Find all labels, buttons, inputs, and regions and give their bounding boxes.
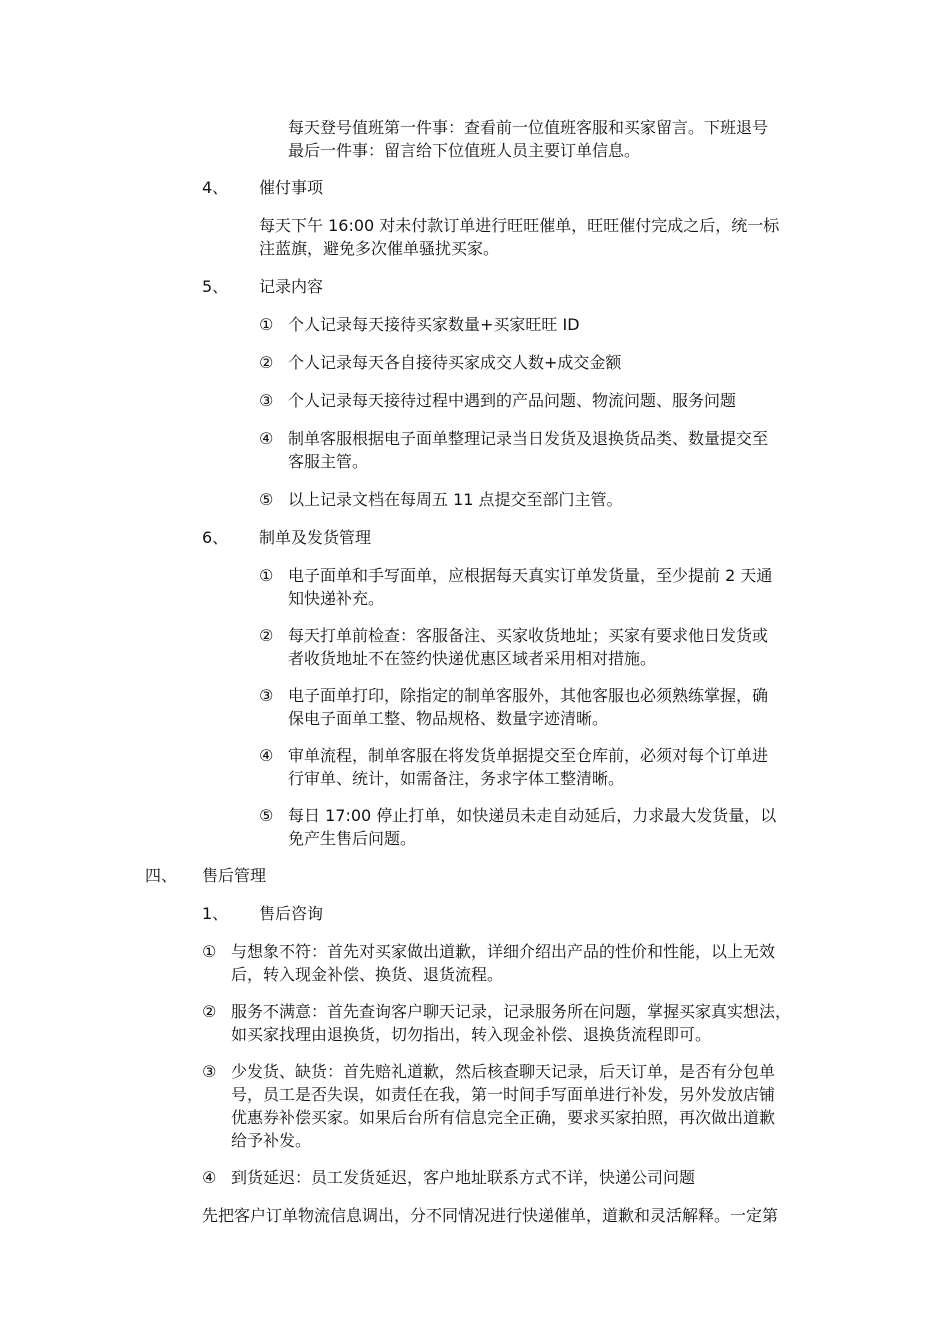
section-6-title: 制单及发货管理 [259, 528, 372, 547]
list-item: 电子面单打印，除指定的制单客服外，其他客服也必须熟练掌握，确 [288, 686, 769, 705]
list-item: 与想象不符：首先对买家做出道歉，详细介绍出产品的性价和性能，以上无效 [231, 942, 776, 961]
list-marker: ① [202, 942, 217, 961]
list-marker: ④ [259, 429, 274, 448]
list-marker: ⑤ [259, 490, 274, 509]
list-item: 制单客服根据电子面单整理记录当日发货及退换货品类、数量提交至 [288, 429, 769, 448]
list-item-continuation: 客服主管。 [288, 452, 369, 471]
subsection-1-number: 1、 [202, 904, 229, 923]
list-item-continuation: 免产生售后问题。 [288, 829, 417, 848]
section-4-title: 催付事项 [259, 178, 324, 197]
list-item: 每日 17:00 停止打单，如快递员未走自动延后，力求最大发货量，以 [288, 806, 777, 825]
list-marker: ② [202, 1002, 217, 1021]
list-marker: ③ [259, 686, 274, 705]
subsection-1-title: 售后咨询 [259, 904, 324, 923]
list-marker: ④ [259, 746, 274, 765]
list-marker: ③ [202, 1062, 217, 1081]
list-item-continuation: 行审单、统计，如需备注，务求字体工整清晰。 [288, 769, 625, 788]
list-item: 以上记录文档在每周五 11 点提交至部门主管。 [288, 490, 623, 509]
list-marker: ② [259, 626, 274, 645]
list-item-continuation: 号，员工是否失误，如责任在我，第一时间手写面单进行补发，另外发放店铺 [231, 1085, 776, 1104]
section-5-title: 记录内容 [259, 277, 324, 296]
list-item: 每天打单前检查：客服备注、买家收货地址；买家有要求他日发货或 [288, 626, 769, 645]
list-marker: ① [259, 315, 274, 334]
list-marker: ① [259, 566, 274, 585]
section-6-number: 6、 [202, 528, 229, 547]
section-4-number: 4、 [202, 178, 229, 197]
section-5-number: 5、 [202, 277, 229, 296]
list-item-continuation: 如买家找理由退换货，切勿指出，转入现金补偿、退换货流程即可。 [231, 1025, 712, 1044]
list-item-continuation: 后，转入现金补偿、换货、退货流程。 [231, 965, 504, 984]
intro-line-2: 最后一件事：留言给下位值班人员主要订单信息。 [288, 141, 641, 160]
list-marker: ③ [259, 391, 274, 410]
list-item: 个人记录每天接待过程中遇到的产品问题、物流问题、服务问题 [288, 391, 737, 410]
chapter-4-title: 售后管理 [202, 866, 267, 885]
list-item-continuation: 保电子面单工整、物品规格、数量字迹清晰。 [288, 709, 609, 728]
list-item: 服务不满意：首先查询客户聊天记录，记录服务所在问题，掌握买家真实想法， [231, 1002, 792, 1021]
list-item: 到货延迟：员工发货延迟，客户地址联系方式不详，快递公司问题 [231, 1168, 696, 1187]
closing-paragraph: 先把客户订单物流信息调出，分不同情况进行快递催单，道歉和灵活解释。一定第 [202, 1206, 779, 1225]
section-4-body-line-2: 注蓝旗，避免多次催单骚扰买家。 [259, 239, 500, 258]
list-item: 个人记录每天各自接待买家成交人数+成交金额 [288, 353, 622, 372]
list-item-continuation: 知快递补充。 [288, 589, 385, 608]
list-marker: ② [259, 353, 274, 372]
intro-line-1: 每天登号值班第一件事：查看前一位值班客服和买家留言。下班退号 [288, 118, 769, 137]
chapter-4-number: 四、 [145, 866, 178, 885]
list-item-continuation: 优惠券补偿买家。如果后台所有信息完全正确，要求买家拍照，再次做出道歉 [231, 1108, 776, 1127]
list-item: 少发货、缺货：首先赔礼道歉，然后核查聊天记录，后天订单，是否有分包单 [231, 1062, 776, 1081]
list-marker: ⑤ [259, 806, 274, 825]
list-marker: ④ [202, 1168, 217, 1187]
list-item: 审单流程，制单客服在将发货单据提交至仓库前，必须对每个订单进 [288, 746, 769, 765]
list-item-continuation: 给予补发。 [231, 1131, 312, 1150]
list-item: 电子面单和手写面单，应根据每天真实订单发货量，至少提前 2 天通 [288, 566, 773, 585]
list-item-continuation: 者收货地址不在签约快递优惠区域者采用相对措施。 [288, 649, 657, 668]
list-item: 个人记录每天接待买家数量+买家旺旺 ID [288, 315, 580, 334]
section-4-body-line-1: 每天下午 16:00 对未付款订单进行旺旺催单，旺旺催付完成之后，统一标 [259, 216, 780, 235]
